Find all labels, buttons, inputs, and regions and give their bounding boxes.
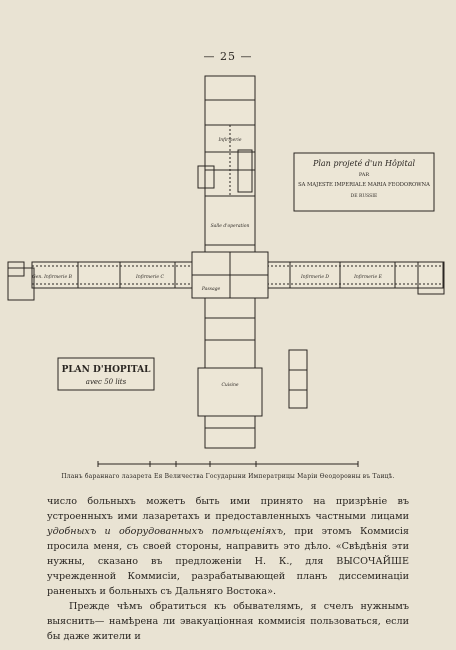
plan-label-right-line2: PAR: [358, 172, 370, 178]
room-label-east-wing: Infirmerie E: [354, 275, 382, 280]
room-label-east-inner: Infirmerie D: [300, 275, 330, 280]
room-label-center: Passage: [201, 287, 221, 292]
detached-building: [289, 350, 307, 408]
plan-label-right-line3: SA MAJESTE IMPERIALE MARIA FEODOROWNA: [298, 182, 430, 188]
room-label-west-inner: Infirmerie C: [136, 275, 164, 280]
room-label-south-wing: Cuisine: [221, 383, 239, 388]
room-label-top-wing-2: Salle d'operation: [210, 224, 250, 229]
plan-label-right-line4: DE RUSSIE: [350, 194, 378, 199]
plan-label-left-line2: avec 50 lits: [85, 378, 127, 386]
room-label-top-wing-1: Infirmerie: [218, 138, 242, 143]
west-end: [8, 268, 34, 300]
paragraph-2: Прежде чѣмъ обратиться къ обывателямъ, я счелъ нужнымъ выяснить— намѣрена ли эвакуаціонная коммисія пользоваться, если бы даже жители и: [47, 601, 409, 642]
page-number: — 25 —: [203, 50, 253, 63]
paragraph-1: число больныхъ можетъ быть ими принято на призрѣніе въ устроенныхъ ими лазаретахъ и предоставленныхъ частными лицами удобныхъ и оборудованныхъ помѣщеніяхъ, при этомъ Коммисія просила меня, съ своей стороны, направить это дѣло. «Свѣдѣнія эти нужны, сказано въ предложеніи Н. К., для ВЫСОЧАЙШЕ учрежденной Коммисіи, разрабатывающей планъ дисcеминаціи раненыхъ и больныхъ съ Дальняго Востока».: [47, 496, 409, 597]
figure-caption: Планъ бараннаго лазарета Ея Величества Государыни Императрицы Маріи Өеодоровны въ Таицѣ.: [61, 473, 395, 480]
room-label-west-wing: Gen. Infirmerie B: [32, 275, 72, 280]
body-text: [47, 494, 409, 644]
plan-label-right-title: Plan projeté d'un Hôpital: [312, 159, 416, 168]
plan-label-left-title: PLAN D'HOPITAL: [61, 365, 151, 375]
